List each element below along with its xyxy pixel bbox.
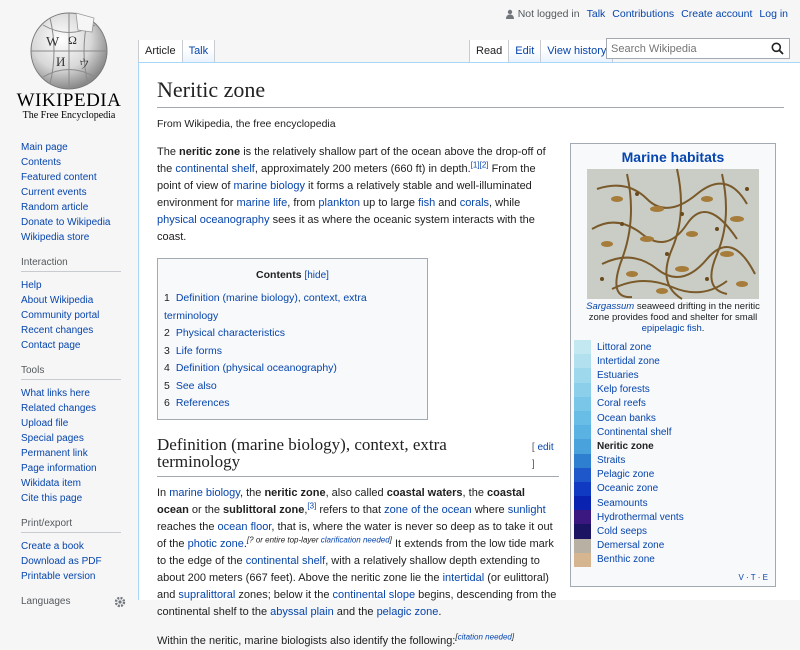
vte-view[interactable]: V (738, 573, 744, 582)
caption-link-epipelagic[interactable]: epipelagic fish (641, 323, 702, 334)
habitat-item[interactable] (574, 468, 772, 482)
habitat-label: Neritic zone (597, 440, 654, 452)
svg-text:W: W (46, 35, 60, 50)
habitat-swatch (574, 468, 591, 482)
link-marine-biology[interactable]: marine biology (169, 486, 240, 499)
sidebar-item-help[interactable]: Help (21, 280, 42, 291)
sidebar-item-cite-this-page[interactable]: Cite this page (21, 493, 83, 504)
search-icon[interactable] (771, 42, 784, 55)
link-continental-shelf[interactable]: continental shelf (175, 163, 255, 175)
habitat-swatch (574, 383, 591, 397)
wordmark: WIKIPEDIA (16, 90, 122, 111)
personal-tools (505, 8, 788, 20)
sidebar-item-page-information[interactable]: Page information (21, 463, 97, 474)
habitat-item[interactable] (574, 354, 772, 368)
not-logged-in (505, 8, 580, 20)
habitat-label[interactable]: Coral reefs (597, 398, 646, 410)
habitat-item[interactable] (574, 510, 772, 524)
sidebar-navigation (0, 140, 138, 245)
habitat-item[interactable] (574, 425, 772, 439)
sidebar-heading-languages: Languages (21, 596, 71, 607)
habitat-swatch (574, 439, 591, 453)
create-account-link[interactable]: Create account (681, 8, 753, 20)
link-supralittoral[interactable]: supralittoral (178, 588, 236, 601)
sidebar-item-special-pages[interactable]: Special pages (21, 433, 84, 444)
intro-paragraph: The neritic zone is the relatively shallow part of the ocean above the drop-off of the continental shelf, approximately 200 meters (660 ft) in depth.[1][2] From the point of view of marine biology it forms a relatively stable and well-illuminated environment for marine life, from plankton up to large fish and corals, while physical oceanography sees it as where the oceanic system interacts with the coast. (157, 146, 546, 243)
main-content (138, 62, 800, 647)
svg-text:ウ: ウ (78, 57, 91, 71)
contributions-link[interactable]: Contributions (612, 8, 675, 20)
habitat-item[interactable] (574, 368, 772, 382)
link-photic-zone[interactable]: photic zone (187, 537, 244, 550)
search-input[interactable] (607, 40, 767, 58)
tab-view-history-label[interactable]: View history (547, 45, 607, 57)
site-sub: From Wikipedia, the free encyclopedia (157, 118, 336, 130)
habitat-label[interactable]: Continental shelf (597, 426, 672, 438)
sidebar-heading-tools: Tools (21, 365, 121, 380)
sidebar-print (0, 518, 138, 584)
sidebar-item-related-changes[interactable]: Related changes (21, 403, 97, 414)
habitat-swatch (574, 425, 591, 439)
login-link[interactable]: Log in (759, 8, 788, 20)
section-paragraph-2: Within the neritic, marine biologists also identify the following:[citation needed] (157, 631, 515, 647)
habitat-swatch (574, 539, 591, 553)
sidebar-heading-print: Print/export (21, 518, 121, 533)
infobox-marine-habitats (570, 143, 776, 587)
habitat-label[interactable]: Ocean banks (597, 412, 656, 424)
tab-article[interactable]: Article (138, 40, 182, 62)
habitat-label[interactable]: Cold seeps (597, 526, 648, 538)
habitat-label[interactable]: Seamounts (597, 497, 648, 509)
sidebar-item-community-portal[interactable]: Community portal (21, 310, 100, 321)
habitat-item[interactable] (574, 524, 772, 538)
caption-link-sargassum[interactable]: Sargassum (586, 301, 635, 312)
vte-edit[interactable]: E (762, 573, 768, 582)
sidebar-item-store[interactable]: Wikipedia store (21, 232, 90, 243)
habitat-swatch (574, 397, 591, 411)
ref-2[interactable]: [2] (479, 160, 489, 170)
habitat-swatch (574, 340, 591, 354)
infobox-title (574, 147, 772, 169)
tab-talk-label[interactable]: Talk (188, 45, 209, 57)
sidebar (0, 140, 138, 620)
sidebar-item-main-page[interactable]: Main page (21, 142, 68, 153)
search-box (606, 38, 790, 59)
habitat-item[interactable] (574, 553, 772, 567)
habitat-item[interactable] (574, 383, 772, 397)
toc-item[interactable]: 5 See also (164, 379, 217, 392)
habitat-swatch (574, 482, 591, 496)
habitat-label[interactable]: Oceanic zone (597, 483, 659, 495)
sidebar-item-featured-content[interactable]: Featured content (21, 172, 97, 183)
link-ocean-floor[interactable]: ocean floor (217, 520, 272, 533)
habitat-label[interactable]: Pelagic zone (597, 469, 655, 481)
not-logged-in-label: Not logged in (517, 8, 580, 20)
sargassum-image[interactable] (587, 169, 759, 299)
sidebar-item-permanent-link[interactable]: Permanent link (21, 448, 88, 459)
tab-talk[interactable] (182, 40, 216, 62)
tab-read[interactable]: Read (469, 40, 508, 62)
link-corals[interactable]: corals (459, 197, 490, 209)
link-pelagic-zone[interactable]: pelagic zone (376, 605, 439, 618)
habitat-label[interactable]: Straits (597, 455, 626, 467)
toc-item[interactable]: 2 Physical characteristics (164, 327, 285, 339)
sidebar-interaction (0, 257, 138, 353)
wikipedia-logo[interactable] (0, 0, 138, 130)
sidebar-languages (0, 596, 138, 608)
link-continental-shelf-2[interactable]: continental shelf (245, 554, 326, 567)
sidebar-item-contents[interactable]: Contents (21, 157, 62, 168)
habitat-swatch (574, 454, 591, 468)
habitat-swatch (574, 510, 591, 524)
habitat-label[interactable]: Estuaries (597, 369, 639, 381)
section-heading-text: Definition (marine biology), context, extra terminology (157, 434, 447, 471)
ref-3[interactable]: [3] (307, 500, 317, 510)
habitat-item[interactable] (574, 482, 772, 496)
habitat-swatch (574, 354, 591, 368)
link-abyssal-plain[interactable]: abyssal plain (270, 605, 334, 618)
sidebar-item-about[interactable]: About Wikipedia (21, 295, 94, 306)
tab-edit-label[interactable]: Edit (515, 45, 535, 57)
toc-item[interactable]: 3 Life forms (164, 344, 222, 357)
link-marine-biology[interactable]: marine biology (233, 180, 305, 192)
toc-title: Contents [hide] (256, 269, 329, 281)
section-edit-link[interactable]: edit (537, 441, 554, 453)
habitat-item[interactable] (574, 397, 772, 411)
habitat-label[interactable]: Littoral zone (597, 341, 652, 353)
habitat-item[interactable] (574, 454, 772, 468)
sidebar-item-create-book[interactable]: Create a book (21, 541, 84, 552)
habitat-swatch (574, 368, 591, 382)
sidebar-item-wikidata-item[interactable]: Wikidata item (21, 478, 82, 489)
svg-text:И: И (56, 54, 66, 69)
article-body (157, 144, 559, 650)
site-tagline: The Free Encyclopedia (22, 110, 116, 121)
link-zone-of-ocean[interactable]: zone of the ocean (384, 503, 472, 516)
sidebar-item-what-links-here[interactable]: What links here (21, 388, 90, 399)
tab-view-history[interactable] (540, 40, 613, 62)
vte-talk[interactable]: T (750, 573, 756, 582)
section-paragraph: In marine biology, the neritic zone, also called coastal waters, the coastal ocean or the sublittoral zone,[3] refers to that zone of the ocean where sunlight reaches the ocean floor, that is, where the water is never so deep as to take it out of the photic zone.[? or entire top-layer clarification needed] It extends from the low tide mark to the edge of the continental shelf, with a relatively shallow depth extending to about 200 meters (667 feet). Above the neritic zone lie the intertidal (or eulittoral) and supralittoral zones; below it the continental slope begins, descending from the continental shelf to the abyssal plain and the pelagic zone. (157, 486, 557, 618)
talk-link[interactable]: Talk (586, 8, 606, 20)
link-marine-life[interactable]: marine life (236, 197, 288, 209)
infobox-caption: Sargassum seaweed drifting in the neritic zone provides food and shelter for small epipelagic fish. (586, 301, 760, 334)
habitat-item[interactable] (574, 411, 772, 425)
sidebar-item-recent-changes[interactable]: Recent changes (21, 325, 94, 336)
link-physical-oceanography[interactable]: physical oceanography (157, 214, 270, 226)
toc-hide-toggle[interactable]: [hide] (304, 270, 329, 281)
sidebar-item-download-pdf[interactable]: Download as PDF (21, 556, 102, 567)
habitat-swatch (574, 411, 591, 425)
tab-edit[interactable] (508, 40, 540, 62)
habitat-label[interactable]: Hydrothermal vents (597, 511, 684, 523)
gear-icon[interactable] (114, 596, 126, 608)
toc-item[interactable]: 4 Definition (physical oceanography) (164, 362, 337, 374)
infobox-title-link[interactable]: Marine habitats (621, 149, 725, 165)
section-edit: [ edit ] (531, 441, 554, 470)
habitat-swatch (574, 524, 591, 538)
link-fish[interactable]: fish (418, 197, 436, 209)
link-sunlight[interactable]: sunlight (507, 503, 546, 516)
habitat-label[interactable]: Benthic zone (597, 554, 655, 566)
namespace-tabs (138, 40, 215, 62)
sidebar-tools (0, 365, 138, 506)
habitat-item[interactable] (574, 496, 772, 510)
toc-item[interactable]: 6 References (164, 397, 230, 409)
sidebar-item-current-events[interactable]: Current events (21, 187, 87, 198)
citation-needed-link[interactable]: citation needed (457, 631, 512, 641)
habitat-label[interactable]: Intertidal zone (597, 355, 660, 367)
sidebar-item-upload-file[interactable]: Upload file (21, 418, 69, 429)
view-tabs (469, 40, 613, 62)
habitat-item[interactable] (574, 340, 772, 354)
habitat-label[interactable]: Kelp forests (597, 384, 650, 396)
clarification-needed-link[interactable]: clarification needed (320, 534, 390, 544)
habitat-item[interactable] (574, 439, 772, 453)
table-of-contents (157, 258, 428, 420)
habitat-list (574, 340, 772, 567)
navbox-vte: V · T · E (738, 573, 768, 582)
sidebar-item-random-article[interactable]: Random article (21, 202, 89, 213)
habitat-swatch (574, 553, 591, 567)
user-icon (505, 9, 515, 19)
habitat-label[interactable]: Demersal zone (597, 540, 665, 552)
sidebar-item-contact[interactable]: Contact page (21, 340, 81, 351)
habitat-item[interactable] (574, 539, 772, 553)
section-heading (157, 436, 559, 477)
page-title: Neritic zone (157, 77, 784, 108)
puzzle-globe-icon (28, 10, 110, 92)
link-continental-slope[interactable]: continental slope (332, 588, 416, 601)
toc-item[interactable]: 1 Definition (marine biology), context, extra terminology (164, 292, 367, 322)
link-intertidal[interactable]: intertidal (442, 571, 485, 584)
habitat-swatch (574, 496, 591, 510)
sidebar-heading-interaction: Interaction (21, 257, 121, 272)
svg-text:Ω: Ω (68, 33, 77, 47)
sidebar-item-printable-version[interactable]: Printable version (21, 571, 96, 582)
sidebar-item-donate[interactable]: Donate to Wikipedia (21, 217, 111, 228)
link-plankton[interactable]: plankton (318, 197, 360, 209)
ref-1[interactable]: [1] (470, 160, 480, 170)
